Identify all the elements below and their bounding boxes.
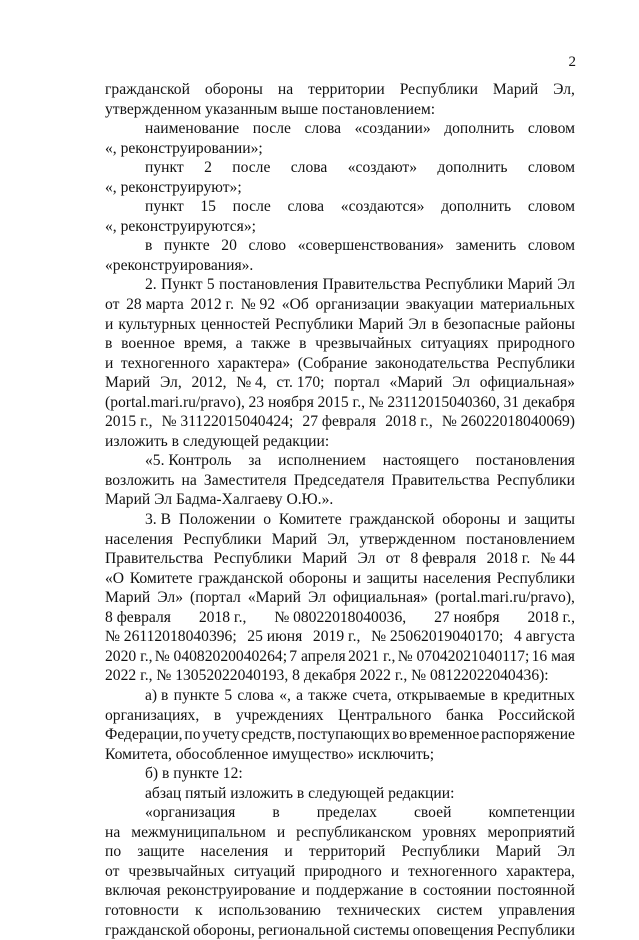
text-word: «, реконструируются»; <box>105 217 256 235</box>
text-word: Федерации, <box>105 726 183 744</box>
text-word: после <box>232 159 271 177</box>
text-word: Правительства <box>105 550 204 568</box>
text-word: использованию <box>218 901 321 919</box>
text-word: защиты <box>366 569 418 587</box>
text-word: техногенного <box>408 862 497 880</box>
text-word: время, <box>183 335 227 353</box>
text-word: компетенции <box>488 804 575 822</box>
text-word: реконструирование <box>166 882 296 900</box>
text-line <box>105 217 575 237</box>
text-word: технических <box>336 901 421 919</box>
text-word: межмуниципальном <box>131 823 266 841</box>
text-word: 23 ноября <box>248 393 314 411</box>
text-word: организациях, <box>105 706 200 724</box>
text-word: обороны <box>288 569 347 587</box>
text-word: законодательства <box>374 354 490 372</box>
text-word: постановления <box>218 276 319 294</box>
text-word: ст. 170; <box>276 374 325 392</box>
text-word: в <box>409 882 417 900</box>
text-word: Марий <box>105 374 151 392</box>
text-word: эвакуации <box>405 296 474 314</box>
text-line <box>105 432 575 452</box>
text-line <box>105 608 575 628</box>
text-line <box>105 236 575 256</box>
text-word: систем <box>436 901 483 919</box>
text-line <box>105 530 575 550</box>
text-word: районы <box>525 315 575 333</box>
text-line <box>105 471 575 491</box>
text-word: 20 <box>221 237 237 255</box>
text-word: безопасные <box>443 315 521 333</box>
text-word: населения <box>423 569 492 587</box>
text-word: Марий <box>507 276 553 294</box>
text-word: Эл, <box>159 374 182 392</box>
text-line <box>105 881 575 901</box>
text-word: Эл <box>357 550 376 568</box>
text-word: постановлением <box>466 530 575 548</box>
text-word: в <box>272 804 280 822</box>
text-word: 25 июня <box>247 628 303 646</box>
text-word: Правительства <box>391 471 490 489</box>
text-word: 2015 г., <box>105 413 153 431</box>
text-word: утвержденном <box>359 530 456 548</box>
text-word: гражданской <box>198 569 284 587</box>
text-word: средств, <box>241 726 296 744</box>
text-line <box>105 393 575 413</box>
text-word: 2018 г., <box>527 608 575 626</box>
text-word: мероприятий <box>487 823 575 841</box>
text-word: Республики <box>496 471 575 489</box>
text-word: пункт <box>145 198 184 216</box>
text-word: населения <box>105 530 173 548</box>
text-word: постановления <box>475 452 575 470</box>
page-number: 2 <box>568 54 576 70</box>
text-word: во <box>391 726 408 744</box>
text-word: 2012, <box>191 374 227 392</box>
text-word: после <box>232 198 271 216</box>
text-word: Эл <box>308 589 326 607</box>
text-word: 2015 г., <box>317 393 365 411</box>
text-word: учету <box>202 726 240 744</box>
text-word: чрезвычайных <box>128 862 225 880</box>
text-word: гражданской <box>349 511 435 529</box>
text-word: Марий <box>358 315 404 333</box>
text-word: исполнением <box>278 452 366 470</box>
text-word: Эл <box>557 843 575 861</box>
text-word: региональной <box>258 921 351 939</box>
text-word: Республики <box>496 569 575 587</box>
text-word: защиты <box>524 511 575 529</box>
text-word: «, реконструируют»; <box>105 178 242 196</box>
text-line <box>105 315 575 335</box>
text-word: уровнях <box>422 823 477 841</box>
text-word: Марий <box>495 843 542 861</box>
text-word: Комитете <box>278 511 342 529</box>
text-word: гражданской <box>105 81 190 98</box>
text-line <box>105 412 575 432</box>
text-word: 2018 г., <box>198 608 247 626</box>
text-word: обороны, <box>193 921 255 939</box>
text-word: Комитета, обособленное имущество» исключить; <box>105 745 435 763</box>
text-line <box>105 510 575 530</box>
text-word: наименование <box>145 120 240 138</box>
text-word: № 44 <box>540 550 575 568</box>
text-word: военное <box>121 335 175 353</box>
text-word: № 26022018040069) <box>441 413 575 431</box>
text-word: 28 марта <box>126 296 184 314</box>
text-word: Центрального <box>338 706 432 724</box>
text-word: на <box>277 81 294 98</box>
text-word: а) в <box>145 686 169 704</box>
text-word: дополнить <box>437 159 508 177</box>
text-word: № 92 <box>240 296 276 314</box>
text-word: слова <box>237 686 274 704</box>
text-line <box>105 921 575 940</box>
text-line <box>105 100 575 120</box>
text-word: словом <box>527 237 575 255</box>
text-word: 7 апреля <box>289 647 346 665</box>
text-line <box>105 725 575 745</box>
text-word: пункт <box>145 159 184 177</box>
text-word: 4 августа <box>513 628 575 646</box>
text-line <box>105 764 575 784</box>
text-word: и <box>284 843 293 861</box>
text-line <box>105 627 575 647</box>
text-word: и <box>390 862 400 880</box>
text-word: 15 <box>200 198 216 216</box>
text-word: № 07042021040117; <box>397 647 530 665</box>
text-word: (портал <box>190 589 241 607</box>
document-body <box>105 80 575 940</box>
text-word: также <box>251 335 291 353</box>
text-word: 8 февраля <box>410 550 477 568</box>
text-word: и <box>276 823 286 841</box>
text-word: учреждениях <box>235 706 324 724</box>
text-word: Республики <box>496 354 575 372</box>
text-word: 8 февраля <box>105 608 171 626</box>
text-word: (Собрание <box>297 354 368 372</box>
text-word: 2022 г., № 13052022040193, 8 декабря 2022 г., № 08122022040436): <box>105 667 549 685</box>
text-word: по <box>184 726 201 744</box>
text-word: природного <box>304 862 382 880</box>
text-word: 5 <box>224 686 233 704</box>
text-word: постоянной <box>497 882 575 900</box>
text-word: Республики <box>424 276 504 294</box>
text-word: в <box>490 686 498 704</box>
text-word: Эл, <box>553 81 575 98</box>
text-word: республиканском <box>296 823 412 841</box>
text-line <box>105 354 575 374</box>
text-word: к <box>194 901 203 919</box>
text-word: 3. В <box>145 511 171 529</box>
text-word: «организация <box>145 804 236 822</box>
text-word: Республики <box>213 550 292 568</box>
text-word: защите <box>137 843 185 861</box>
text-word: словом <box>527 120 575 138</box>
text-word: материальных <box>480 296 575 314</box>
text-line <box>105 334 575 354</box>
text-word: Комитете <box>129 569 193 587</box>
text-word: Правительства <box>322 276 421 294</box>
text-word: словом <box>527 198 575 216</box>
text-word: Марий <box>271 530 318 548</box>
text-line <box>105 569 575 589</box>
text-word: 27 февраля <box>302 413 377 431</box>
text-word: Республики <box>401 843 480 861</box>
text-word: возложить <box>105 471 175 489</box>
text-word: изложить в следующей редакции: <box>105 432 330 450</box>
text-word: 2. <box>145 276 157 294</box>
text-word: «реконструирования». <box>105 256 254 274</box>
text-line <box>105 119 575 139</box>
text-word: а <box>235 335 243 353</box>
text-word: обороны <box>442 511 501 529</box>
text-word: Эл <box>557 276 575 294</box>
text-word: дополнить <box>441 198 512 216</box>
text-word: слова <box>304 120 342 138</box>
text-word: поступающих <box>297 726 391 744</box>
text-word: № 04082020040264; <box>154 647 288 665</box>
text-word: Республики <box>183 530 262 548</box>
text-word: после <box>252 120 291 138</box>
text-word: в <box>213 706 222 724</box>
text-word: словом <box>527 159 575 177</box>
text-word: Положении <box>178 511 256 529</box>
text-word: слова <box>287 198 325 216</box>
text-word: «5. Контроль <box>145 452 232 470</box>
text-word: 2020 г., <box>105 647 153 665</box>
text-word: Эл <box>452 374 471 392</box>
text-word: гражданской <box>105 921 190 939</box>
text-word: (portal.mari.ru/pravo), <box>435 589 575 607</box>
text-line <box>105 666 575 686</box>
text-word: Эл» <box>157 589 183 607</box>
text-line <box>105 706 575 726</box>
text-word: слова <box>290 159 328 177</box>
text-word: (portal.mari.ru/pravo), <box>105 393 245 411</box>
text-line <box>105 549 575 569</box>
text-word: «создании» <box>354 120 431 138</box>
text-line <box>105 842 575 862</box>
text-word: своей <box>413 804 452 822</box>
text-word: чрезвычайных <box>315 335 412 353</box>
text-line <box>105 295 575 315</box>
text-word: готовности <box>105 901 179 919</box>
text-word: настоящего <box>382 452 459 470</box>
text-word: пределах <box>316 804 377 822</box>
text-word: «Марий <box>247 589 301 607</box>
text-line <box>105 158 575 178</box>
text-word: поддержание <box>315 882 404 900</box>
text-word: 27 ноября <box>434 608 500 626</box>
text-word: 2 <box>204 159 212 177</box>
text-word: «, реконструировании»; <box>105 139 263 157</box>
text-word: Марий <box>301 550 348 568</box>
text-word: на <box>181 471 197 489</box>
text-word: от <box>105 296 120 314</box>
text-word: Марий <box>492 81 539 98</box>
text-line <box>105 686 575 706</box>
text-word: официальная» <box>479 374 575 392</box>
text-word: от <box>105 862 120 880</box>
text-word: слово <box>248 237 287 255</box>
text-word: Председателя <box>293 471 385 489</box>
text-word: б) в пункте 12: <box>145 765 243 783</box>
text-line <box>105 862 575 882</box>
text-line <box>105 901 575 921</box>
text-word: 16 мая <box>531 647 575 665</box>
text-word: в <box>105 335 113 353</box>
text-word: и <box>105 354 114 372</box>
text-line <box>105 197 575 217</box>
text-word: пункте <box>164 237 210 255</box>
text-word: утвержденном указанным выше постановлением: <box>105 100 436 118</box>
text-word: обороны <box>204 81 263 98</box>
text-line <box>105 451 575 471</box>
text-word: Заместителя <box>203 471 287 489</box>
text-word: № 31122015040424; <box>161 413 294 431</box>
text-word: портал <box>334 374 380 392</box>
text-word: № 08022018040036, <box>274 608 407 626</box>
text-word: № 26112018040396; <box>105 628 237 646</box>
text-word: № 4, <box>236 374 267 392</box>
text-line <box>105 490 575 510</box>
text-word: культурных <box>118 315 196 333</box>
text-word: «создаются» <box>340 198 425 216</box>
text-word: а <box>296 686 304 704</box>
text-word: кредитных <box>503 686 575 704</box>
text-word: Республики <box>399 81 478 98</box>
text-word: абзац пятый изложить в следующей редакции: <box>145 784 455 802</box>
text-word: Эл, <box>327 530 350 548</box>
text-word: Марий Эл Бадма-Халгаеву О.Ю.». <box>105 491 334 509</box>
text-word: организации <box>315 296 400 314</box>
text-word: и <box>301 882 310 900</box>
text-word: № 25062019040170; <box>371 628 504 646</box>
text-word: пункте <box>173 686 220 704</box>
text-line <box>105 588 575 608</box>
text-word: техногенного <box>120 354 210 372</box>
text-word: «создают» <box>347 159 418 177</box>
text-word: на <box>105 823 121 841</box>
text-word: включая <box>105 882 161 900</box>
text-word: 2019 г., <box>312 628 361 646</box>
text-word: «Об <box>281 296 309 314</box>
text-word: 2018 г. <box>486 550 531 568</box>
text-word: Республики <box>496 921 575 939</box>
text-line <box>105 178 575 198</box>
text-word: также <box>308 686 348 704</box>
text-word: счета, <box>352 686 392 704</box>
text-line <box>105 373 575 393</box>
text-word: управления <box>498 901 575 919</box>
text-word: № 23112015040360, <box>368 393 500 411</box>
text-word: 31 декабря <box>503 393 575 411</box>
text-word: распоряжение <box>481 726 575 744</box>
text-word: территорий <box>308 843 386 861</box>
text-line <box>105 784 575 804</box>
text-word: характера» <box>217 354 291 372</box>
text-word: Российской <box>498 706 575 724</box>
text-word: ситуаций <box>233 862 296 880</box>
text-word: за <box>248 452 262 470</box>
text-word: территории <box>308 81 385 98</box>
text-word: «, <box>279 686 291 704</box>
text-word: ситуациях <box>420 335 489 353</box>
text-word: 5 <box>206 276 215 294</box>
text-word: в <box>431 315 439 333</box>
text-word: характера, <box>505 862 575 880</box>
text-word: Марий <box>105 589 151 607</box>
text-word: «Марий <box>389 374 443 392</box>
text-word: о <box>263 511 272 529</box>
text-line <box>105 745 575 765</box>
text-line <box>105 823 575 843</box>
text-word: по <box>105 843 122 861</box>
text-word: дополнить <box>444 120 515 138</box>
text-word: и <box>352 569 361 587</box>
text-word: природного <box>497 335 575 353</box>
text-word: от <box>385 550 401 568</box>
text-word: 2018 г., <box>385 413 433 431</box>
text-word: состоянии <box>422 882 492 900</box>
text-word: «О <box>105 569 125 587</box>
text-line <box>105 256 575 276</box>
text-word: населения <box>200 843 269 861</box>
text-word: в <box>299 335 307 353</box>
text-word: 2021 г., <box>347 647 396 665</box>
text-word: в <box>145 237 153 255</box>
text-word: и <box>105 315 114 333</box>
text-word: временное <box>408 726 480 744</box>
text-line <box>105 80 575 100</box>
text-word: и <box>508 511 517 529</box>
text-word: ценностей <box>200 315 271 333</box>
text-line <box>105 139 575 159</box>
text-word: «совершенствования» <box>297 237 445 255</box>
text-word: 2012 г. <box>190 296 235 314</box>
text-word: Республики <box>275 315 354 333</box>
text-line <box>105 803 575 823</box>
text-word: системы <box>353 921 410 939</box>
text-word: заменить <box>455 237 517 255</box>
text-line <box>105 275 575 295</box>
text-word: Пункт <box>161 276 203 294</box>
text-word: Эл <box>408 315 427 333</box>
text-word: открываемые <box>396 686 486 704</box>
text-word: официальная» <box>332 589 429 607</box>
text-word: банка <box>446 706 484 724</box>
text-word: оповещения <box>412 921 494 939</box>
text-line <box>105 647 575 667</box>
